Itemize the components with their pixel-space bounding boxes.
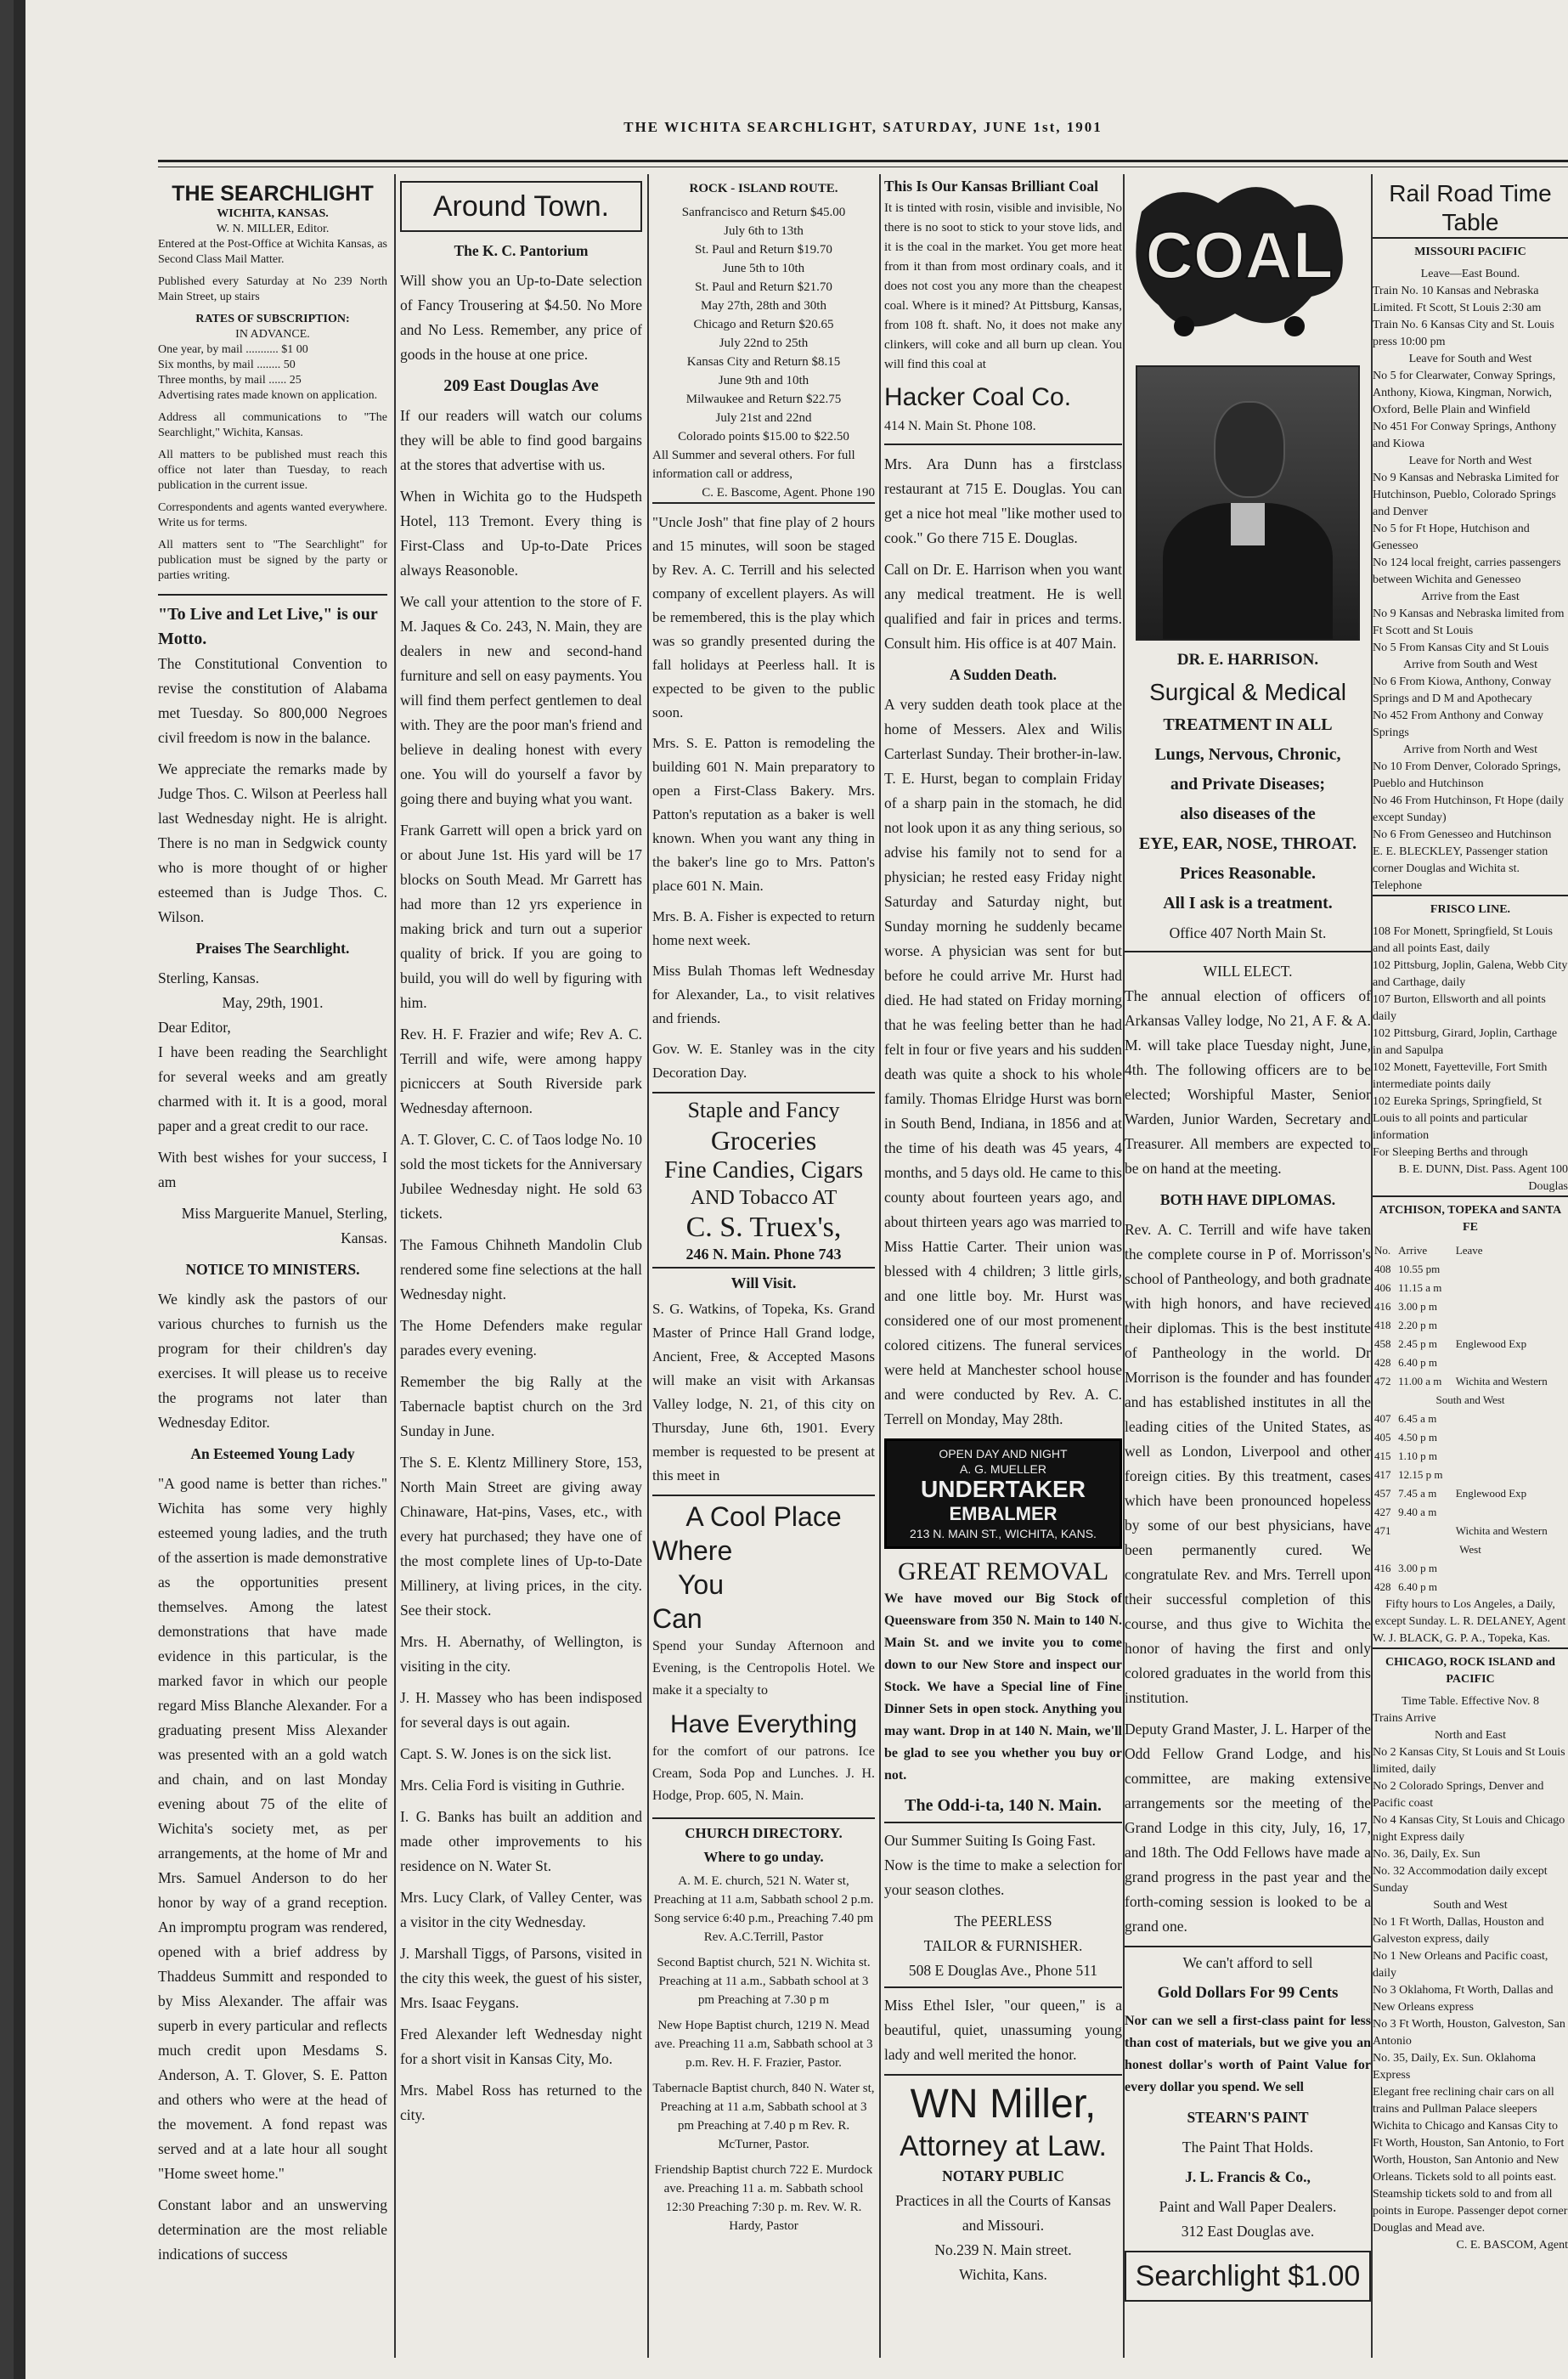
lady-body: "A good name is better than riches." Wichita has some very highly esteemed young ladies, and the truth of the assertion is made demonstrative as the opportunities present themselves. Among the latest demonstrations that have made evidence in this particular, is the marked favor in which our people regard Miss Blanche Alexander. For a graduating present Miss Alexander was presented with an a gold watch and chain, and on last Monday evening about 75 of the elite of Wichita's society met, as per arrangements, at the home of Mr and Mrs. Samuel Anderson to do her honor by way of a grand reception. An impromptu program was rendered, opened with a brief address by Thaddeus Summitt and responded to by Miss Alexander. The affair was superb in every particular and reflects much credit upon Mesdams S. Anderson, A. T. Glover, S. E. Patton and others who were at the head of the movement. A fond repast was served and at a late hour all sought "Home sweet home." xyxy=(158,1475,387,2182)
miller-title: Attorney at Law. xyxy=(900,2130,1107,2162)
table-row xyxy=(1373,1466,1568,1484)
miller-line: NOTARY PUBLIC xyxy=(942,2167,1064,2184)
mopac-line: Train No. 6 Kansas City and St. Louis press 10:00 pm xyxy=(1373,319,1554,348)
doctor-line: also diseases of the xyxy=(1180,805,1316,823)
doctor-line: TREATMENT IN ALL xyxy=(1163,715,1333,734)
article-paragraph: Mrs. H. Abernathy, of Wellington, is visiting in the city. xyxy=(400,1633,642,1675)
rock-line: South and West xyxy=(1433,1899,1508,1912)
table-cell xyxy=(1454,1297,1568,1316)
peerless-line: 508 E Douglas Ave., Phone 511 xyxy=(884,1958,1122,1988)
table-cell: 6.45 a m xyxy=(1398,1412,1437,1425)
mopac-line: No 124 local freight, carries passengers between Wichita and Genesseo xyxy=(1373,557,1561,586)
notice-body: We kindly ask the pastors of our various churches to furnish us the program for their children's day exercises. It will please us to receive the programs not later than Wednesday Editor. xyxy=(158,1291,387,1431)
table-row xyxy=(1373,1297,1568,1316)
frisco-line: 107 Burton, Ellsworth and all points daily xyxy=(1373,993,1546,1023)
mopac-line: Arrive from the East xyxy=(1421,591,1520,603)
gold-line: We can't afford to sell xyxy=(1125,1946,1371,1975)
death-body: A very sudden death took place at the home of Messers. Alex and Wilis Carterlast Sunday. Their brother-in-law. T. E. Hurst, began to complain Friday of a sharp pain in the stomach, he did not look upon it as any thing serious, so advise his family not to send for a physician; he rested easy Friday night Saturday and Saturday night, but Sunday morning he suddenly became worse. A physician was sent for but before he could arrive Mr. Hurst had died. He had stated on Friday morning that he was feeling better than he had felt in four or five years and his sudden death was quite a shock to his whole family. Thomas Elridge Hurst was born in South Bend, Indiana, in 1856 and at the time of his death was 45 years, 4 months, and 5 days old. He came to this county about fourteen years ago, and about thirteen years ago was married to Miss Hattie Carter. Their union was blessed with 4 children; 3 little girls, and one little boy. Mr. Hurst was considered one of our most promenent colored citizens. The funeral services were held at Manchester school house and were conducted by Rev. A. C. Terrell on Monday, May 28th. xyxy=(884,696,1122,1427)
lady-heading: An Esteemed Young Lady xyxy=(190,1445,355,1462)
table-cell: 3.00 p m xyxy=(1398,1562,1438,1574)
mopac-line: No 5 From Kansas City and St Louis xyxy=(1373,641,1549,654)
mopac-line: Leave—East Bound. xyxy=(1420,268,1520,280)
grocery-line: C. S. Truex's, xyxy=(685,1212,842,1243)
church-entry: Second Baptist church, 521 N. Wichita st. Preaching at 11 a.m., Sabbath school at 3 pm Preaching at 7.30 p m xyxy=(657,1956,871,2007)
table-row xyxy=(1373,1484,1568,1503)
rock-line: No 4 Kansas City, St Louis and Chicago night Express daily xyxy=(1373,1814,1565,1844)
miller-line: No.239 N. Main street. xyxy=(934,2241,1072,2258)
table-cell: 416 xyxy=(1374,1300,1391,1313)
fare-line: All Summer and several others. For full information call or address, xyxy=(652,449,855,481)
praise-greeting: Dear Editor, xyxy=(158,1019,231,1036)
article-paragraph: The Home Defenders make regular parades every evening. xyxy=(400,1317,642,1359)
atchison-agent: W. J. BLACK, G. P. A., Topeka, Kas. xyxy=(1373,1630,1568,1649)
gold-line: Paint and Wall Paper Dealers. xyxy=(1159,2198,1337,2215)
rock-line: Elegant free reclining chair cars on all trains and Pullman Palace sleepers Wichita to Chicago and Kansas City to Ft Worth, Houston, San Antonio, to Fort Worth, Houston, San Antonio and New Orleans. Tickets sold to all points east. Steamship tickets sold to and from all points in Europe. Passenger depot corner Douglas and Mead ave. xyxy=(1373,2086,1568,2235)
frisco-line: 102 Pittsburg, Girard, Joplin, Carthage in and Sapulpa xyxy=(1373,1027,1558,1057)
table-cell xyxy=(1454,1279,1568,1297)
article-paragraph: If our readers will watch our colums they will be able to find good bargains at the stores that advertise with us. xyxy=(400,407,642,473)
atchison-heading: ATCHISON, TOPEKA and SANTA FE xyxy=(1379,1204,1562,1234)
table-cell: Wichita and Western xyxy=(1455,1524,1548,1537)
church-entry: New Hope Baptist church, 1219 N. Mead ave. Preaching 11 a.m, Sabbath school at 3 p.m. Rev. H. F. Frazier, Pastor. xyxy=(654,2019,873,2070)
rock-line: No 1 New Orleans and Pacific coast, daily xyxy=(1373,1950,1548,1980)
doctor-line: Prices Reasonable. xyxy=(1180,864,1316,883)
article-paragraph: Gov. W. E. Stanley was in the city Decoration Day. xyxy=(652,1041,875,1081)
undertaker-line: 213 N. MAIN ST., WICHITA, KANS. xyxy=(910,1527,1097,1540)
published-note: Published every Saturday at No 239 North Main Street, up stairs xyxy=(158,275,387,303)
fare-line: June 5th to 10th xyxy=(722,262,805,275)
atchison-note: Fifty hours to Los Angeles, a Daily, except Sunday. L. R. DELANEY, Agent xyxy=(1374,1598,1566,1628)
table-cell: 11.00 a m xyxy=(1398,1375,1442,1387)
table-cell: 3.00 p m xyxy=(1398,1300,1438,1313)
table-cell xyxy=(1454,1428,1568,1447)
table-cell: 2.45 p m xyxy=(1398,1337,1438,1350)
paper-city: WICHITA, KANSAS. xyxy=(217,207,329,220)
column-2 xyxy=(400,174,642,2366)
coal-illustration xyxy=(1125,178,1354,348)
rock-line: No 2 Colorado Springs, Denver and Pacific coast xyxy=(1373,1780,1544,1810)
cool-line: Can xyxy=(652,1603,702,1634)
article-paragraph: Remember the big Rally at the Tabernacle baptist church on the 3rd Sunday in June. xyxy=(400,1373,642,1439)
grocery-line: Staple and Fancy xyxy=(687,1098,840,1122)
table-cell: 6.40 p m xyxy=(1398,1356,1438,1369)
advance-label: IN ADVANCE. xyxy=(235,328,310,341)
rock-island-table-heading: CHICAGO, ROCK ISLAND and PACIFIC xyxy=(1385,1656,1555,1686)
church-heading: CHURCH DIRECTORY. xyxy=(685,1825,843,1841)
rate-line: Three months, by mail ...... 25 xyxy=(158,374,302,387)
table-row xyxy=(1373,1447,1568,1466)
mopac-line: No 46 From Hutchinson, Ft Hope (daily except Sunday) xyxy=(1373,794,1565,824)
table-cell: 10.55 pm xyxy=(1398,1263,1441,1275)
mopac-line: No 9 Kansas and Nebraska Limited for Hutchinson, Pueblo, Colorado Springs and Denver xyxy=(1373,472,1560,518)
mopac-line: No 6 From Kiowa, Anthony, Conway Springs and D M and Apothecary xyxy=(1373,675,1552,705)
gold-line: STEARN'S PAINT xyxy=(1187,2109,1309,2126)
matters-note: All matters to be published must reach this office not later than Tuesday, to reach publication in the current issue. xyxy=(158,449,387,492)
table-cell: 405 xyxy=(1374,1431,1391,1444)
column-rule xyxy=(647,174,649,2358)
grocery-line: 246 N. Main. Phone 743 xyxy=(685,1246,842,1263)
correspondents-note: Correspondents and agents wanted everywhere. Write us for terms. xyxy=(158,501,387,529)
portrait-face xyxy=(1214,401,1285,498)
undertaker-line: A. G. MUELLER xyxy=(960,1462,1046,1476)
around-town-heading: Around Town. xyxy=(400,181,642,232)
table-cell: 9.40 a m xyxy=(1398,1506,1437,1518)
doctor-line: and Private Diseases; xyxy=(1170,775,1326,794)
table-cell: 408 xyxy=(1374,1263,1391,1275)
address-note: Address all communications to "The Searchlight," Wichita, Kansas. xyxy=(158,411,387,439)
editor-line: W. N. MILLER, Editor. xyxy=(216,223,330,235)
table-cell: 417 xyxy=(1374,1468,1391,1481)
suiting-heading: Our Summer Suiting Is Going Fast. xyxy=(884,1832,1096,1849)
rock-line: No. 35, Daily, Ex. Sun. Oklahoma Express xyxy=(1373,2052,1536,2082)
rock-line: No 2 Kansas City, St Louis and St Louis limited, daily xyxy=(1373,1746,1565,1776)
frisco-heading: FRISCO LINE. xyxy=(1430,903,1511,916)
table-row xyxy=(1373,1391,1568,1410)
article-paragraph: Capt. S. W. Jones is on the sick list. xyxy=(400,1745,612,1762)
gold-body: Nor can we sell a first-class paint for less than cost of materials, but we give you an honest dollar's worth of Paint Value for every dollar you spend. We sell xyxy=(1125,2014,1371,2094)
doctor-line: Office 407 North Main St. xyxy=(1125,921,1371,952)
grocery-line: Groceries xyxy=(710,1125,817,1156)
fare-line: Chicago and Return $20.65 xyxy=(693,318,834,331)
rock-line: No. 36, Daily, Ex. Sun xyxy=(1373,1848,1481,1861)
coal-word: COAL xyxy=(1145,218,1334,292)
removal-heading: GREAT REMOVAL xyxy=(897,1557,1109,1585)
column-5 xyxy=(1125,174,1371,2366)
table-cell: 427 xyxy=(1374,1506,1391,1518)
advertising-note: Advertising rates made known on application. xyxy=(158,389,378,402)
frisco-line: For Sleeping Berths and through xyxy=(1373,1146,1528,1159)
pantorium-body: Will show you an Up-to-Date selection of Fancy Trousering at $4.50. No More and No Less. Remember, any price of goods in the house at one price. xyxy=(400,272,642,363)
column-6 xyxy=(1373,174,1568,2366)
article-paragraph: Mrs. Ara Dunn has a firstclass restaurant at 715 E. Douglas. You can get a nice hot meal "like mother used to cook." Go there 715 E. Douglas. xyxy=(884,455,1122,546)
signed-note: All matters sent to "The Searchlight" for publication must be signed by the party or parties writing. xyxy=(158,539,387,582)
mopac-line: E. E. BLECKLEY, Passenger station corner Douglas and Wichita st. Telephone xyxy=(1373,844,1568,896)
fare-line: May 27th, 28th and 30th xyxy=(701,299,826,313)
cool-body: Spend your Sunday Afternoon and Evening, is the Centropolis Hotel. We make it a specialty to xyxy=(652,1639,875,1698)
table-cell: 11.15 a m xyxy=(1398,1281,1442,1294)
notice-heading: NOTICE TO MINISTERS. xyxy=(185,1261,360,1278)
table-cell: Englewood Exp xyxy=(1455,1337,1527,1350)
table-cell xyxy=(1454,1578,1568,1596)
scan-edge xyxy=(14,0,25,2379)
doctor-line: EYE, EAR, NOSE, THROAT. xyxy=(1138,834,1357,853)
table-row xyxy=(1373,1540,1568,1559)
coal-heading: This Is Our Kansas Brilliant Coal xyxy=(884,178,1099,195)
miller-line: Wichita, Kans. xyxy=(959,2266,1047,2283)
mopac-line: Arrive from North and West xyxy=(1402,743,1538,756)
table-cell: 4.50 p m xyxy=(1398,1431,1438,1444)
masthead-rule xyxy=(158,160,1568,167)
gold-heading: Gold Dollars For 99 Cents xyxy=(1157,1984,1339,2002)
table-cell: 428 xyxy=(1374,1356,1391,1369)
fare-line: Colorado points $15.00 to $22.50 xyxy=(678,430,849,444)
doctor-line: All I ask is a treatment. xyxy=(1163,894,1333,913)
article-paragraph: Frank Garrett will open a brick yard on or about June 1st. His yard will be 17 blocks on South Mead. Mr Garrett has had more than 12 yrs experience in making brick and turn out a superior quality of brick. If you are going to build, you will do well by figuring with him. xyxy=(400,822,642,1011)
table-cell: 472 xyxy=(1374,1375,1391,1387)
fare-line: July 22nd to 25th xyxy=(719,336,809,350)
rock-island-heading: ROCK - ISLAND ROUTE. xyxy=(689,182,838,195)
church-subheading: Where to go unday. xyxy=(703,1849,824,1865)
peerless-line: The PEERLESS xyxy=(954,1913,1052,1930)
fare-line: St. Paul and Return $19.70 xyxy=(695,243,832,257)
mopac-line: No 10 From Denver, Colorado Springs, Pueblo and Hutchinson xyxy=(1373,760,1561,790)
rock-line: North and East xyxy=(1435,1729,1506,1742)
table-row xyxy=(1373,1316,1568,1335)
masthead: THE WICHITA SEARCHLIGHT, SATURDAY, JUNE 1st, 1901 xyxy=(623,119,1103,135)
fare-line: July 6th to 13th xyxy=(724,224,804,238)
doctor-name: DR. E. HARRISON. xyxy=(1176,651,1319,669)
frisco-line: B. E. DUNN, Dist. Pass. Agent 100 Douglas xyxy=(1373,1161,1568,1197)
fare-line: St. Paul and Return $21.70 xyxy=(695,280,832,294)
article-paragraph: Miss Bulah Thomas left Wednesday for Alexander, La., to visit relatives and friends. xyxy=(652,963,875,1026)
table-cell: 458 xyxy=(1374,1337,1391,1350)
table-cell: 2.20 p m xyxy=(1398,1319,1438,1331)
diploma-body: Rev. A. C. Terrill and wife have taken the complete course in P of. Morrisson's school of Pantheology, and both gradnate with high honors, and have recieved their diplomas. This is the best institute of Pantheology in the world. Dr Morrison is the founder and has founder and has established institutes in all the leading cities of the United States, as well as London, Liverpool and other foreign cities. By this treatment, cases which have been pronounced hopeless by some of our best physicians, have been permanently cured. We congratulate Rev. and Mrs. Terrell upon their successful completion of this course, and thus give to Wichita the honor of having the first and only colored graduates in the world from this institution. xyxy=(1125,1221,1371,1706)
praise-heading: Praises The Searchlight. xyxy=(195,940,350,957)
mopac-heading: MISSOURI PACIFIC xyxy=(1414,246,1526,258)
cool-line: You xyxy=(678,1569,724,1600)
doctor-line: Lungs, Nervous, Chronic, xyxy=(1154,745,1341,764)
article-paragraph: I. G. Banks has built an addition and made other improvements to his residence on N. Water St. xyxy=(400,1808,642,1874)
praise-signature: Miss Marguerite Manuel, Sterling, Kansas. xyxy=(181,1205,387,1246)
coal-body: It is tinted with rosin, visible and invisible, No there is no soot to stick to your stove lids, and it is the coal in the market. You get more heat from it than from most ordinary coals, and it does not cost you any more than the cheapest coal. Where is it mined? At Pittsburg, Kansas, from 108 ft. shaft. No, it does not make any clinkers, will coke and all burn up clean. You will find this coal at xyxy=(884,201,1122,371)
table-header: No. xyxy=(1374,1244,1391,1257)
agent-line: C. E. Bascome, Agent. Phone 190 xyxy=(652,483,875,504)
rock-line: No 1 Ft Worth, Dallas, Houston and Galveston express, daily xyxy=(1373,1916,1544,1946)
table-cell: Englewood Exp xyxy=(1455,1487,1527,1500)
praise-location: Sterling, Kansas. xyxy=(158,969,260,986)
church-entry: Friendship Baptist church 722 E. Murdock ave. Preaching 11 a. m. Sabbath school 12:30 Preaching 7:30 p. m. Rev. W. R. Hardy, Pastor xyxy=(654,2163,873,2233)
article-paragraph: J. Marshall Tiggs, of Parsons, visited in the city this week, the guest of his sister, Mrs. Isaac Feygans. xyxy=(400,1945,642,2011)
fare-line: June 9th and 10th xyxy=(718,374,809,387)
portrait-collar xyxy=(1231,503,1265,545)
article-paragraph: Fred Alexander left Wednesday night for a short visit in Kansas City, Mo. xyxy=(400,2026,642,2067)
removal-body: We have moved our Big Stock of Queensware from 350 N. Main to 140 N. Main St. and we invite you to come down to our New Store and inspect our Stock. We have a Special line of Fine Dinner Sets in open stock. Anything you may want. Drop in at 140 N. Main, we'll be glad to see you whether you buy or not. xyxy=(884,1591,1122,1783)
table-subheading: South and West xyxy=(1435,1393,1505,1406)
pantorium-heading: The K. C. Pantorium xyxy=(454,242,589,259)
paper-title: THE SEARCHLIGHT xyxy=(172,182,374,206)
table-row xyxy=(1373,1335,1568,1353)
table-cell: 415 xyxy=(1374,1449,1391,1462)
table-row xyxy=(1373,1522,1568,1540)
column-1 xyxy=(158,174,387,2366)
article-paragraph: Mrs. Lucy Clark, of Valley Center, was a visitor in the city Wednesday. xyxy=(400,1889,642,1930)
table-cell: 7.45 a m xyxy=(1398,1487,1437,1500)
cool-line: Have Everything xyxy=(669,1710,858,1738)
newspaper-page xyxy=(14,0,1568,2379)
undertaker-line: UNDERTAKER xyxy=(921,1476,1086,1502)
gold-line: 312 East Douglas ave. xyxy=(1181,2223,1315,2240)
table-cell: 457 xyxy=(1374,1487,1391,1500)
visit-body: S. G. Watkins, of Topeka, Ks. Grand Master of Prince Hall Grand lodge, Ancient, Free, & Accepted Masons will make an visit with Arkansas Valley lodge, N. 21, of this city on Thursday, June 6th, 1901. Every member is requested to be present at this meet in xyxy=(652,1301,875,1483)
mopac-line: Train No. 10 Kansas and Nebraska Limited. Ft Scott, St Louis 2:30 am xyxy=(1373,285,1542,314)
table-row xyxy=(1373,1410,1568,1428)
table-row xyxy=(1373,1578,1568,1596)
fare-line: July 21st and 22nd xyxy=(715,411,812,425)
table-row xyxy=(1373,1372,1568,1391)
article-paragraph: We appreciate the remarks made by Judge Thos. C. Wilson at Peerless hall last Wednesday night. He is alright. There is no man in Sedgwick county who is more thought of or higher esteemed than is Judge Thos. C. Wilson. xyxy=(158,760,387,925)
gold-line: J. L. Francis & Co., xyxy=(1185,2168,1311,2185)
grocery-ad xyxy=(652,1092,875,1269)
undertaker-line: OPEN DAY AND NIGHT xyxy=(939,1447,1068,1461)
table-cell: 407 xyxy=(1374,1412,1391,1425)
pantorium-address: 209 East Douglas Ave xyxy=(443,376,599,395)
article-paragraph: Call on Dr. E. Harrison when you want any medical treatment. He is well qualified and fair in prices and terms. Consult him. His office is at 407 Main. xyxy=(884,561,1122,652)
rock-line: Time Table. Effective Nov. 8 xyxy=(1402,1695,1539,1708)
article-paragraph: J. H. Massey who has been indisposed for several days is out again. xyxy=(400,1689,642,1731)
grocery-line: AND Tobacco AT xyxy=(690,1187,838,1209)
lodge-body: Deputy Grand Master, J. L. Harper of the Odd Fellow Grand Lodge, and his committee, are making extensive arrangements sor the meeting of the Grand Lodge in this city, July, 16, 17, and 18th. The Odd Fellows have made a grand progress in the past year and the forth-coming session is looked to be a grand one. xyxy=(1125,1721,1371,1935)
church-entry: Tabernacle Baptist church, 840 N. Water st, Preaching at 11 a.m, Sabbath school at 3 pm Preaching at 7.40 p m Rev. R. McTurner, Pastor. xyxy=(652,2082,875,2151)
table-cell: 471 xyxy=(1374,1524,1391,1537)
table-header-row xyxy=(1373,1241,1568,1260)
entry-note: Entered at the Post-Office at Wichita Kansas, as Second Class Mail Matter. xyxy=(158,238,387,266)
frisco-line: 102 Monett, Fayetteville, Fort Smith intermediate points daily xyxy=(1373,1061,1548,1091)
coal-address: 414 N. Main St. Phone 108. xyxy=(884,414,1122,445)
mopac-line: No 451 For Conway Springs, Anthony and Kiowa xyxy=(1373,421,1557,450)
miller-name: WN Miller, xyxy=(884,2074,1122,2128)
elect-body: The annual election of officers of Arkansas Valley lodge, No 21, A F. & A. M. will take place Tuesday night, June, 4th. The following officers are to be elected; Worshipful Master, Senior Warden, Junior Warden, Secretary and Treasurer. All members are expected to be on hand at the meeting. xyxy=(1125,987,1371,1177)
rock-line: Trains Arrive xyxy=(1373,1712,1436,1725)
table-cell: 6.40 p m xyxy=(1398,1580,1438,1593)
doctor-portrait xyxy=(1136,365,1360,641)
article-paragraph: The Famous Chihneth Mandolin Club rendered some fine selections at the hall Wednesday night. xyxy=(400,1236,642,1303)
mopac-line: No 6 From Genesseo and Hutchinson xyxy=(1373,828,1552,841)
table-row xyxy=(1373,1559,1568,1578)
table-cell xyxy=(1454,1316,1568,1335)
rate-line: One year, by mail ........... $1 00 xyxy=(158,343,308,356)
article-paragraph: Mrs. S. E. Patton is remodeling the building 601 N. Main preparatory to open a First-Class Bakery. Mrs. Patton's reputation as a baker is well known. When you want any thing in the baker's line go to Mrs. Patton's place 601 N. Main. xyxy=(652,735,875,894)
table-cell xyxy=(1454,1466,1568,1484)
article-paragraph: We call your attention to the store of F. M. Jaques & Co. 243, N. Main, they are dealers in new and second-hand furniture and sell on easy payments. You will find them perfect gentlemen to deal with. They are the poor man's friend and believe in dealing honest with every one. You will do yourself a favor by going there and buying what you want. xyxy=(400,593,642,807)
table-cell xyxy=(1454,1447,1568,1466)
coal-firm: Hacker Coal Co. xyxy=(884,383,1072,411)
table-cell: 428 xyxy=(1374,1580,1391,1593)
table-header: Leave xyxy=(1455,1244,1483,1257)
mopac-line: Leave for North and West xyxy=(1408,455,1532,467)
table-cell xyxy=(1454,1559,1568,1578)
oddita-line: The Odd-i-ta, 140 N. Main. xyxy=(884,1794,1122,1823)
article-paragraph: "Uncle Josh" that fine play of 2 hours and 15 minutes, will soon be staged by Rev. A. C. Terrill and his selected company of excellent players. As will be remembered, this is the play which was so grandly presented during the fall holidays at Peerless hall. It is expected to be given to the public soon. xyxy=(652,514,875,720)
mopac-line: No 5 for Ft Hope, Hutchison and Genesseo xyxy=(1373,523,1530,552)
subscribe-box: Searchlight $1.00 xyxy=(1125,2251,1371,2302)
rates-heading: RATES OF SUBSCRIPTION: xyxy=(195,313,350,325)
undertaker-ad xyxy=(884,1438,1122,1549)
praise-date: May, 29th, 1901. xyxy=(222,994,324,1011)
article-paragraph: A. T. Glover, C. C. of Taos lodge No. 10 sold the most tickets for the Anniversary Jubilee Wednesday night. He sold 63 tickets. xyxy=(400,1131,642,1222)
column-rule xyxy=(394,174,396,2358)
table-cell: 12.15 p m xyxy=(1398,1468,1443,1481)
table-cell: 406 xyxy=(1374,1281,1391,1294)
table-row xyxy=(1373,1353,1568,1372)
fare-line: Sanfrancisco and Return $45.00 xyxy=(681,206,846,219)
closing-line: Constant labor and an unswerving determination are the most reliable indications of success xyxy=(158,2196,387,2263)
rock-line: No 3 Ft Worth, Houston, Galveston, San Antonio xyxy=(1373,2018,1565,2048)
fare-line: Milwaukee and Return $22.75 xyxy=(685,393,842,406)
diploma-heading: BOTH HAVE DIPLOMAS. xyxy=(1159,1191,1336,1208)
rock-line: No. 32 Accommodation daily except Sunday xyxy=(1373,1865,1548,1895)
suiting-body: Now is the time to make a selection for your season clothes. xyxy=(884,1856,1122,1898)
mopac-line: Arrive from South and West xyxy=(1402,658,1538,671)
article-paragraph: The Constitutional Convention to revise the constitution of Alabama met Tuesday. So 800,000 Negroes civil freedom is now in the balance. xyxy=(158,655,387,746)
rock-line: No 3 Oklahoma, Ft Worth, Dallas and New Orleans express xyxy=(1373,1984,1554,2014)
table-cell xyxy=(1454,1260,1568,1279)
visit-heading: Will Visit. xyxy=(730,1274,797,1291)
atchison-table xyxy=(1373,1241,1568,1596)
table-cell xyxy=(1454,1503,1568,1522)
grocery-line: Fine Candies, Cigars xyxy=(663,1157,864,1184)
table-cell: 416 xyxy=(1374,1562,1391,1574)
church-entry: A. M. E. church, 521 N. Water st, Preaching at 11 a.m, Sabbath school 2 p.m. Song service 6:40 p.m., Preaching 7.40 pm Rev. A.C.Terrill, Pastor xyxy=(653,1874,874,1944)
mopac-line: Leave for South and West xyxy=(1408,353,1532,365)
table-cell xyxy=(1454,1410,1568,1428)
death-heading: A Sudden Death. xyxy=(950,666,1057,683)
table-cell xyxy=(1454,1353,1568,1372)
elect-heading: WILL ELECT. xyxy=(1203,963,1293,980)
motto: "To Live and Let Live," is our Motto. xyxy=(158,605,378,648)
article-paragraph: Mrs. Mabel Ross has returned to the city. xyxy=(400,2082,642,2123)
article-paragraph: Rev. H. F. Frazier and wife; Rev A. C. Terrill and wife, were among happy picniccers at South Riverside park Wednesday afternoon. xyxy=(400,1026,642,1116)
gold-line: The Paint That Holds. xyxy=(1182,2139,1314,2156)
frisco-line: 108 For Monett, Springfield, St Louis and all points East, daily xyxy=(1373,925,1553,955)
cool-line: Where xyxy=(652,1535,733,1566)
miller-line: Practices in all the Courts of Kansas and Missouri. xyxy=(895,2192,1111,2234)
rock-line: C. E. BASCOM, Agent xyxy=(1456,2239,1568,2252)
column-rule xyxy=(879,174,881,2358)
mopac-line: No 9 Kansas and Nebraska limited from Ft Scott and St Louis xyxy=(1373,607,1565,637)
table-header: Arrive xyxy=(1398,1244,1428,1257)
mopac-line: No 5 for Clearwater, Conway Springs, Anthony, Kiowa, Kingman, Norwich, Oxford, Belle Plain and Winfield xyxy=(1373,370,1556,416)
article-paragraph: Mrs. B. A. Fisher is expected to return home next week. xyxy=(652,908,875,948)
rate-line: Six months, by mail ........ 50 xyxy=(158,359,296,371)
undertaker-line: EMBALMER xyxy=(949,1503,1058,1524)
table-cell: Wichita and Western xyxy=(1455,1375,1548,1387)
article-paragraph: Miss Ethel Isler, "our queen," is a beautiful, quiet, unassuming young lady and well merited the honor. xyxy=(884,1997,1122,2063)
cool-place-ad xyxy=(652,1495,875,1819)
table-row xyxy=(1373,1279,1568,1297)
doctor-line: Surgical & Medical xyxy=(1149,679,1346,705)
cool-body: for the comfort of our patrons. Ice Cream, Soda Pop and Lunches. J. H. Hodge, Prop. 605, N. Main. xyxy=(652,1744,875,1803)
column-3 xyxy=(652,174,875,2366)
peerless-line: TAILOR & FURNISHER. xyxy=(923,1937,1083,1954)
praise-close: With best wishes for your success, I am xyxy=(158,1149,387,1190)
table-subheading: West xyxy=(1459,1543,1481,1556)
table-row xyxy=(1373,1503,1568,1522)
cool-line: A Cool Place xyxy=(685,1501,842,1532)
article-paragraph: Mrs. Celia Ford is visiting in Guthrie. xyxy=(400,1777,625,1794)
table-cell xyxy=(1396,1522,1454,1540)
frisco-line: 102 Pittsburg, Joplin, Galena, Webb City and Carthage, daily xyxy=(1373,959,1568,989)
column-4 xyxy=(884,174,1122,2366)
article-paragraph: When in Wichita go to the Hudspeth Hotel, 113 Tremont. Every thing is First-Class and Up-to-Date Prices always Reasonoble. xyxy=(400,488,642,579)
table-row xyxy=(1373,1260,1568,1279)
frisco-line: 102 Eureka Springs, Springfield, St Louis to all points and particular information xyxy=(1373,1095,1543,1142)
mopac-line: No 452 From Anthony and Conway Springs xyxy=(1373,709,1544,739)
railroad-heading: Rail Road Time Table xyxy=(1373,179,1568,239)
table-row xyxy=(1373,1428,1568,1447)
praise-body: I have been reading the Searchlight for several weeks and am greatly charmed with it. It is a good, moral paper and a great credit to our race. xyxy=(158,1043,387,1134)
article-paragraph: The S. E. Klentz Millinery Store, 153, North Main Street are giving away Chinaware, Hat-pins, Vases, etc., with every hat purchased; they have one of the most complete lines of Up-to-Date Millinery, at living prices, in the city. See their stock. xyxy=(400,1454,642,1619)
table-cell: 1.10 p m xyxy=(1398,1449,1438,1462)
fare-line: Kansas City and Return $8.15 xyxy=(686,355,841,369)
table-cell: 418 xyxy=(1374,1319,1391,1331)
